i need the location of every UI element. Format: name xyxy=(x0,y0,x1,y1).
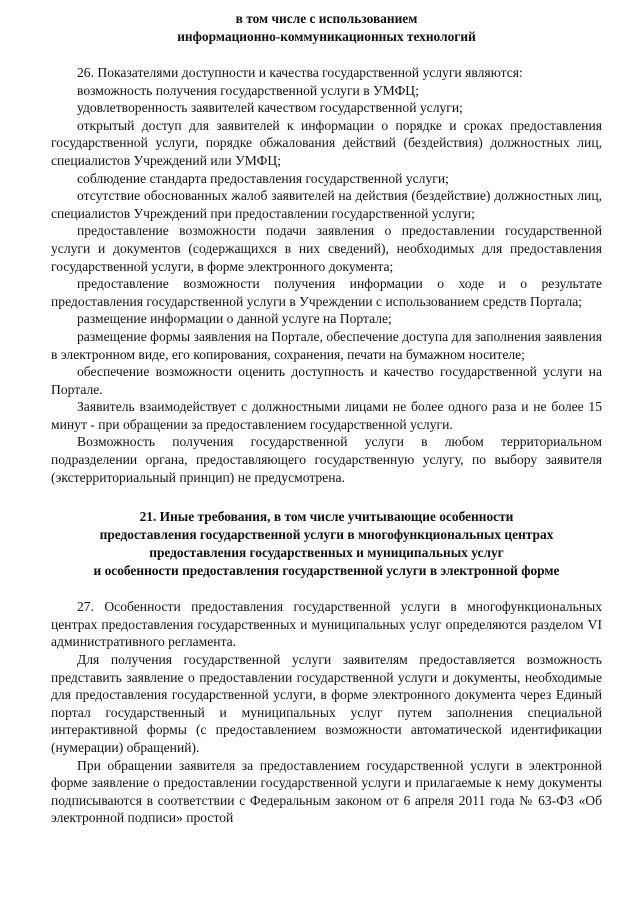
section-20-body xyxy=(51,64,602,486)
paragraph: обеспечение возможности оценить доступность и качество государственной услуги на Портале. xyxy=(51,364,602,397)
paragraph: соблюдение стандарта предоставления государственной услуги; xyxy=(77,170,449,186)
paragraph: размещение формы заявления на Портале, обеспечение доступа для заполнения заявления в электронном виде, его копирования, сохранения, печати на бумажном носителе; xyxy=(51,328,602,362)
section-heading-line: 21. Иные требования, в том числе учитывающие особенности xyxy=(139,509,514,525)
paragraph: размещение информации о данной услуге на Портале; xyxy=(77,311,392,327)
paragraph: Заявитель взаимодействует с должностными лицами не более одного раза и не более 15 минут - при обращении за предоставлением государственной услуги. xyxy=(51,399,602,432)
paragraph: Для получения государственной услуги заявителям предоставляется возможность представить заявление о предоставлении государственной услуги и документы, необходимые для предоставления государственной услуги, в форме электронного документа через Единый портал государственный и муниципальных услуг путем заполнения специальной интерактивной формы (с предоставлением возможности автоматической идентификации (нумерации) обращений). xyxy=(51,652,602,755)
paragraph: 26. Показателями доступности и качества государственной услуги являются: xyxy=(77,65,523,80)
paragraph: Возможность получения государственной услуги в любом территориальном подразделении органа, предоставляющего государственную услугу, по выбору заявителя (экстерриториальный принцип) не предусмотрена. xyxy=(51,434,602,485)
paragraph: отсутствие обоснованных жалоб заявителей на действия (бездействие) должностных лиц, специалистов Учреждений при предоставлении государственной услуги; xyxy=(51,188,602,221)
paragraph: открытый доступ для заявителей к информации о порядке и сроках предоставления государственной услуги, порядке обжалования действий (бездействия) должностных лиц, специалистов Учреждений или УМФЦ; xyxy=(51,117,602,168)
paragraph: предоставление возможности получения информации о ходе и о результате предоставления государственной услуги в Учреждении с использованием средств Портала; xyxy=(51,276,602,309)
section-21-body xyxy=(51,598,602,827)
section-21-heading xyxy=(51,508,602,580)
section-heading-line: и особенности предоставления государственной услуги в электронной форме xyxy=(93,563,560,579)
top-heading-line: в том числе с использованием xyxy=(235,11,418,26)
paragraph: удовлетворенность заявителей качеством государственной услуги; xyxy=(77,100,463,116)
section-heading-line: предоставления государственных и муниципальных услуг xyxy=(149,545,504,561)
top-heading xyxy=(51,10,602,46)
top-heading-line: информационно-коммуникационных технологий xyxy=(177,29,476,44)
section-heading-line: предоставления государственной услуги в многофункциональных центрах xyxy=(99,527,554,543)
paragraph: При обращении заявителя за предоставлением государственной услуги в электронной форме заявление о предоставлении государственной услуги и прилагаемые к нему документы подписываются в соответствии с Федеральным законом от 6 апреля 2011 года № 63-ФЗ «Об электронной подписи» простой xyxy=(51,757,602,826)
paragraph: предоставление возможности подачи заявления о предоставлении государственной услуги и документов (содержащихся в них сведений), необходимых для предоставления государственной услуги, в форме электронного документа; xyxy=(51,223,602,274)
paragraph: 27. Особенности предоставления государственной услуги в многофункциональных центрах предоставления государственных и муниципальных услуг определяются разделом VI административного регламента. xyxy=(51,599,602,650)
paragraph: возможность получения государственной услуги в УМФЦ; xyxy=(77,82,419,98)
